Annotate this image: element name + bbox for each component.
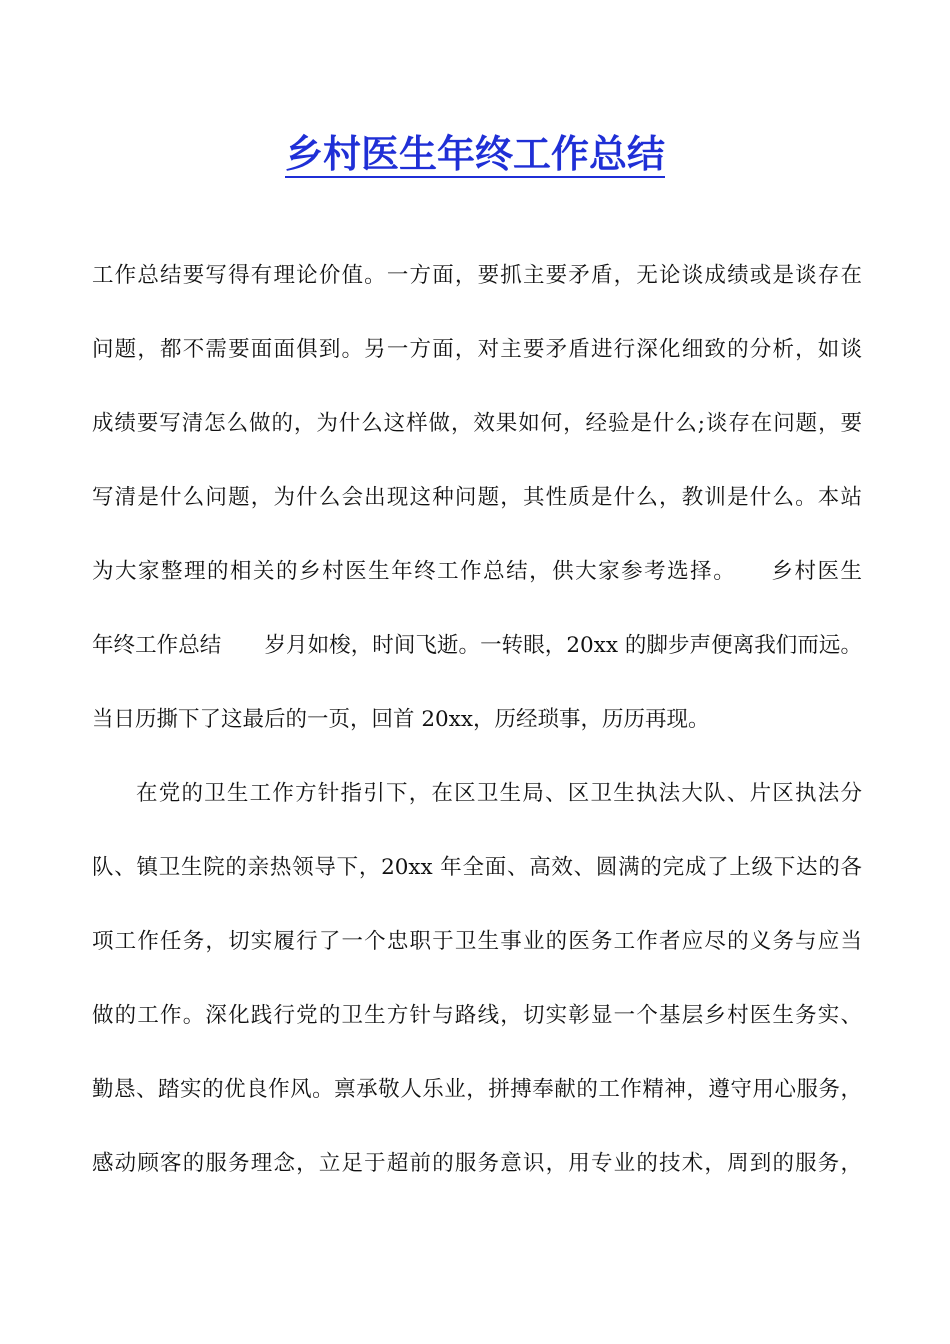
body-line: 做的工作。深化践行党的卫生方针与路线，切实彰显一个基层乡村医生务实、 — [92, 1003, 862, 1028]
body-line: 成绩要写清怎么做的，为什么这样做，效果如何，经验是什么;谈存在问题，要 — [92, 411, 862, 436]
body-line: 为大家整理的相关的乡村医生年终工作总结，供大家参考选择。 乡村医生 — [92, 559, 862, 584]
body-line: 队、镇卫生院的亲热领导下，20xx 年全面、高效、圆满的完成了上级下达的各 — [92, 855, 862, 880]
document-title — [0, 128, 950, 180]
body-line: 在党的卫生工作方针指引下，在区卫生局、区卫生执法大队、片区执法分 — [136, 781, 862, 806]
body-line: 问题，都不需要面面俱到。另一方面，对主要矛盾进行深化细致的分析，如谈 — [92, 337, 862, 362]
body-line: 写清是什么问题，为什么会出现这种问题，其性质是什么，教训是什么。本站 — [92, 485, 862, 510]
body-line: 工作总结要写得有理论价值。一方面，要抓主要矛盾，无论谈成绩或是谈存在 — [92, 263, 862, 288]
document-title-text[interactable]: 乡村医生年终工作总结 — [284, 131, 665, 176]
body-line: 感动顾客的服务理念，立足于超前的服务意识，用专业的技术，周到的服务， — [92, 1151, 862, 1176]
body-line: 当日历撕下了这最后的一页，回首 20xx，历经琐事，历历再现。 — [92, 707, 710, 732]
body-line: 年终工作总结 岁月如梭，时间飞逝。一转眼，20xx 的脚步声便离我们而远。 — [92, 633, 862, 658]
body-line: 项工作任务，切实履行了一个忠职于卫生事业的医务工作者应尽的义务与应当 — [92, 929, 862, 954]
body-line: 勤恳、踏实的优良作风。禀承敬人乐业，拼搏奉献的工作精神，遵守用心服务， — [92, 1077, 862, 1102]
document-body — [92, 250, 862, 1212]
